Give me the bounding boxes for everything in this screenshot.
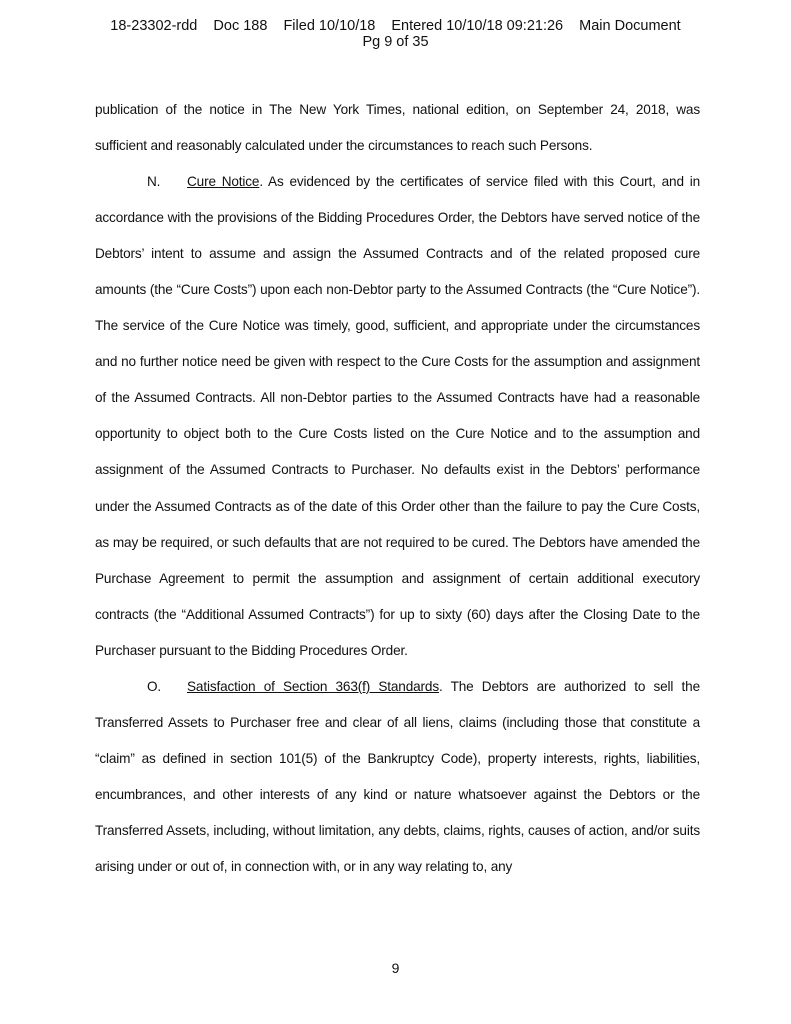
section-label-n: N.: [147, 174, 161, 190]
section-title-cure-notice: Cure Notice: [187, 174, 260, 190]
section-title-363f: Satisfaction of Section 363(f) Standards: [187, 678, 439, 694]
page-of-label: Pg 9 of 35: [362, 34, 429, 50]
filed-date: Filed 10/10/18: [283, 18, 376, 34]
section-label-o: O.: [147, 678, 162, 694]
doc-number: Doc 188: [213, 18, 268, 34]
paragraph-cure-notice: [95, 164, 700, 669]
paragraph-section-363f: [95, 669, 700, 885]
entered-date: Entered 10/10/18 09:21:26: [391, 18, 564, 34]
page-number: 9: [391, 960, 400, 976]
document-header: [0, 18, 791, 50]
paragraph-continuation: publication of the notice in The New York Times, national edition, on September 24, 2018, was sufficient and reasonably calculated under the circumstances to reach such Persons.: [95, 102, 700, 154]
section-text-363f: . The Debtors are authorized to sell the Transferred Assets to Purchaser free and clear of all liens, claims (including those that constitute a “claim” as defined in section 101(5) of the Bankruptcy Code), property interests, rights, liabilities, encumbrances, and other interests of any kind or nature whatsoever against the Debtors or the Transferred Assets, including, without limitation, any debts, claims, rights, causes of action, and/or suits arising under or out of, in connection with, or in any way relating to, any: [95, 678, 700, 874]
case-number: 18-23302-rdd: [110, 18, 198, 34]
document-body: [95, 92, 700, 885]
filing-stamp-line: [0, 18, 791, 34]
section-text-cure-notice: . As evidenced by the certificates of service filed with this Court, and in accordance with the provisions of the Bidding Procedures Order, the Debtors have served notice of the Debtors’ intent to assume and assign the Assumed Contracts and of the related proposed cure amounts (the “Cure Costs”) upon each non-Debtor party to the Assumed Contracts (the “Cure Notice”). The service of the Cure Notice was timely, good, sufficient, and appropriate under the circumstances and no further notice need be given with respect to the Cure Costs for the assumption and assignment of the Assumed Contracts. All non-Debtor parties to the Assumed Contracts have had a reasonable opportunity to object both to the Cure Costs listed on the Cure Notice and to the assumption and assignment of the Assumed Contracts to Purchaser. No defaults exist in the Debtors’ performance under the Assumed Contracts as of the date of this Order other than the failure to pay the Cure Costs, as may be required, or such defaults that are not required to be cured. The Debtors have amended the Purchase Agreement to permit the assumption and assignment of certain additional executory contracts (the “Additional Assumed Contracts”) for up to sixty (60) days after the Closing Date to the Purchaser pursuant to the Bidding Procedures Order.: [95, 174, 700, 658]
main-document-label: Main Document: [579, 18, 681, 34]
